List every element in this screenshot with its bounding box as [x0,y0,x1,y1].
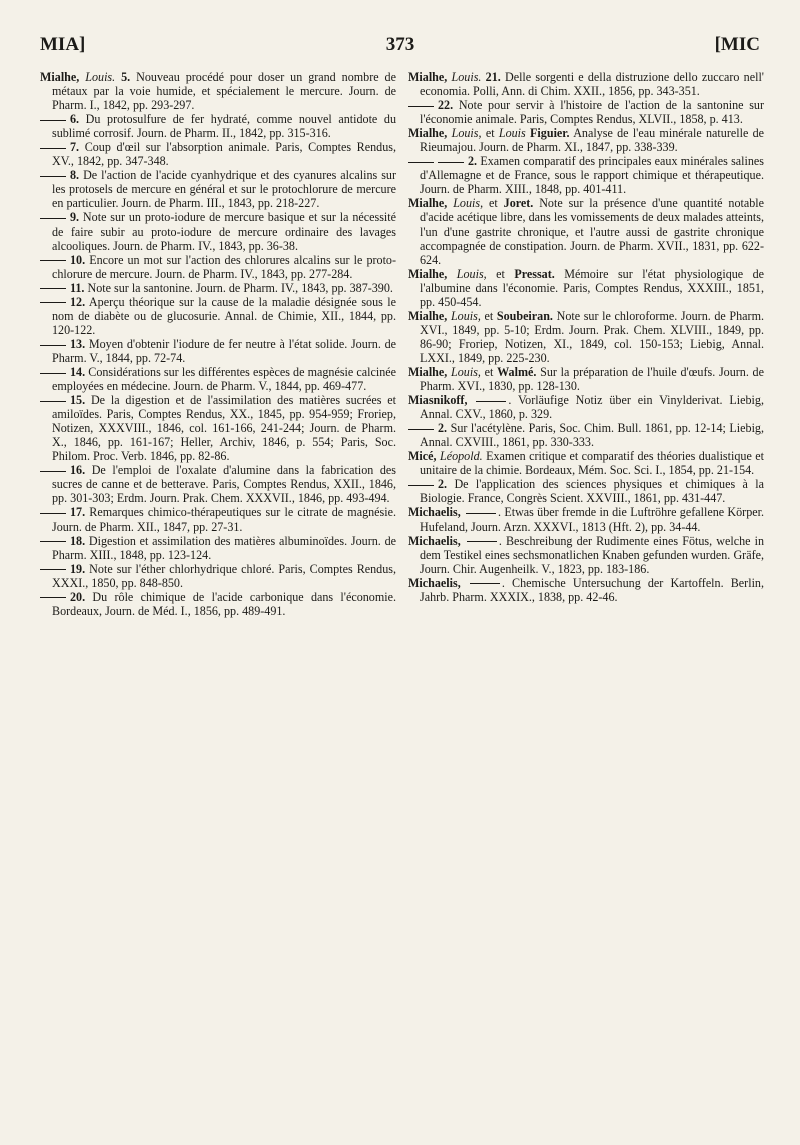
bibliography-entry: Michaelis, . Etwas über fremde in die Luftröhre gefallene Körper. Hufeland, Journ. Arzn. XXXVI., 1813 (Hft. 2), pp. 34-44. [408,505,765,534]
bibliography-entry [408,70,764,98]
header-left: MIA] [40,34,86,55]
entry-coauthor: Figuier. [530,126,570,141]
entry-text: Etwas über fremde in die Luftröhre gefallene Körper. Hufeland, Journ. Arzn. XXXVI., 1813 (Hft. 2), pp. 34-44. [420,505,765,534]
entry-author-first: Louis, [451,364,481,379]
entry-author: Michaelis, [408,505,461,520]
entry-author-first: Louis, [456,266,487,281]
entry-coauthor-conj: et [489,196,498,211]
entry-author-first: Louis. [85,70,116,84]
entry-text: De l'action de l'acide cyanhydrique et des cyanures alcalins sur les protosels de mercure en général et sur le protochlorure de mercure en particulier. Journ. de Pharm. III., 1843, pp. 218-227. [52,168,396,211]
entry-coauthor-conj: et [484,364,494,379]
bibliography-entry [40,365,396,393]
ditto-dash [40,471,66,472]
entry-author-first: Louis, [453,196,484,211]
entry-text: De la digestion et de l'assimilation des matières sucrées et amiloïdes. Paris, Comptes Rendus, XX., 1845, pp. 954-959; Froriep, Notizen, XXXVIII., 1846, col. 161-166, 241-244; Journ. de Pharm. X., 1846, pp. 161-167; Heller, Archiv, 1846, p. 554; Paris, Soc. Philom. Proc. Verb. 1846, pp. 82-86. [52,393,396,464]
ditto-dash [40,260,66,261]
entry-author: Mialhe, [408,70,448,84]
entry-coauthor: Joret. [503,196,534,211]
entry-number: 19. [70,561,86,576]
left-column [40,70,396,618]
entry-text: Du rôle chimique de l'acide carbonique dans l'économie. Bordeaux, Journ. de Méd. I., 1856, pp. 489-491. [52,589,396,618]
page-number: 373 [385,34,415,55]
ditto-dash [40,345,66,346]
bibliography-entry [408,421,764,449]
bibliography-entry [40,463,396,505]
bibliography-entry [40,281,396,295]
bibliography-entry [40,393,396,463]
bibliography-entry [40,337,396,365]
entry-author: Mialhe, [408,364,448,379]
entry-author: Michaelis, [408,575,461,590]
entry-number: 5. [121,70,131,84]
entry-coauthor-conj: et [496,266,505,281]
entry-text: Du protosulfure de fer hydraté, comme nouvel antidote du sublimé corrosif. Journ. de Pharm. II., 1842, pp. 315-316. [52,112,396,141]
bibliography-entry [408,449,764,477]
entry-number: 10. [70,252,86,267]
entry-text: Note sur un proto-iodure de mercure basique et sur la nécessité de faire subir au proto-iodure de mercure ordinaire des lavages alcooliques. Journ. de Pharm. IV., 1843, pp. 36-38. [52,210,396,253]
bibliography-entry [40,253,396,281]
entry-number: 8. [70,168,80,183]
bibliography-entry [408,267,764,309]
entry-author: Michaelis, [408,533,461,548]
entry-coauthor: Soubeiran. [496,308,553,323]
entry-text: Digestion et assimilation des matières albuminoïdes. Journ. de Pharm. XIII., 1848, pp. 123-124. [52,533,396,562]
entry-text: Moyen d'obtenir l'iodure de fer neutre à l'état solide. Journ. de Pharm. V., 1844, pp. 72-74. [52,336,396,365]
bibliography-entry [40,168,396,210]
entry-number: 20. [70,589,86,604]
entry-number: 7. [70,140,80,155]
entry-author: Mialhe, [408,308,448,323]
ditto-dash [40,373,66,374]
entry-number: 17. [70,505,86,520]
entry-author: Mialhe, [40,70,80,84]
entry-number: 2. [438,421,448,436]
bibliography-entry [40,210,396,252]
entry-coauthor: Pressat. [514,266,555,281]
ditto-dash [40,302,66,303]
entry-text: Encore un mot sur l'action des chlorures alcalins sur le proto-chlorure de mercure. Journ. de Pharm. IV., 1843, pp. 277-284. [52,252,397,281]
bibliography-entry [40,562,396,590]
entry-text: Note sur l'éther chlorhydrique chloré. Paris, Comptes Rendus, XXXI., 1850, pp. 848-850. [52,561,396,590]
entry-number: 9. [70,210,80,225]
bibliography-entry: Michaelis, . Chemische Untersuchung der Kartoffeln. Berlin, Jahrb. Pharm. XXXIX., 1838, pp. 42-46. [408,575,764,604]
entry-number: 13. [70,336,86,351]
entry-number: 15. [70,393,86,408]
ditto-dash [408,485,434,486]
bibliography-entry [408,309,764,365]
entry-text: Note sur la santonine. Journ. de Pharm. IV., 1843, pp. 387-390. [87,280,393,295]
ditto-dash [40,176,66,177]
entry-author: Mialhe, [408,126,448,141]
entry-author-first: Louis. [451,70,482,84]
entry-number: 2. [438,477,448,492]
entry-author: Miasnikoff, [408,393,468,408]
bibliography-entry [40,70,396,112]
entry-number: 12. [70,294,86,309]
page-header [40,34,760,62]
entry-coauthor: Walmé. [497,364,537,379]
entry-text: Note pour servir à l'histoire de l'action de la santonine sur l'économie animale. Paris, Comptes Rendus, XLVII., 1858, p. 413. [420,98,764,127]
entry-text: Examen critique et comparatif des théories dualistique et unitaire de la chimie. Bordeaux, Mém. Soc. Sci. I., 1854, pp. 21-154. [420,449,764,478]
entry-text: Chemische Untersuchung der Kartoffeln. Berlin, Jahrb. Pharm. XXXIX., 1838, pp. 42-46. [420,575,764,604]
bibliography-entry [408,365,764,393]
bibliography-entry [408,126,764,154]
entry-text: De l'emploi de l'oxalate d'alumine dans la fabrication des sucres de canne et de betterave. Paris, Comptes Rendus, XXII., 1846, pp. 301-303; Erdm. Journ. Prak. Chem. XXXVII., 1846, pp. 493-494. [52,463,396,506]
bibliography-entry: Miasnikoff, . Vorläufige Notiz über ein Vinylderivat. Liebig, Annal. CXV., 1860, p. 329. [408,393,764,422]
entry-text: Analyse de l'eau minérale naturelle de Rieumajou. Journ. de Pharm. XI., 1847, pp. 338-339. [420,126,765,155]
entry-text: Sur l'acétylène. Paris, Soc. Chim. Bull. 1861, pp. 12-14; Liebig, Annal. CXVIII., 1861, pp. 330-333. [420,421,764,450]
ditto-dash [40,513,66,514]
entry-text: Sur la préparation de l'huile d'œufs. Journ. de Pharm. XVI., 1830, pp. 128-130. [420,364,764,394]
bibliography-entry [408,477,764,505]
entry-coauthor-conj: et [484,308,494,323]
bibliography-entry [40,590,396,618]
ditto-dash [408,106,434,107]
entry-text: Aperçu théorique sur la cause de la maladie désignée sous le nom de diabète ou de glucosurie. Annal. de Chimie, XII., 1844, pp. 120-122. [52,294,397,337]
entry-text: Note sur le chloroforme. Journ. de Pharm. XVI., 1849, pp. 5-10; Erdm. Journ. Prak. Chem. XLVIII., 1849, pp. 86-90; Froriep, Notizen, XI., 1849, col. 150-153; Liebig, Annal. LXXI., 1849, pp. 225-230. [420,308,765,365]
ditto-dash [40,148,66,149]
entry-coauthor-conj: et [485,126,495,141]
bibliography-entry [40,505,396,533]
bibliography-entry [40,112,396,140]
entry-text: Considérations sur les différentes espèces de magnésie calcinée employées en médecine. Journ. de Pharm. V., 1844, pp. 469-477. [52,364,396,394]
entry-text: Remarques chimico-thérapeutiques sur le citrate de magnésie. Journ. de Pharm. XII., 1847, pp. 27-31. [52,505,396,534]
entry-text: Beschreibung der Rudimente eines Fötus, welche in dem Testikel eines sechsmonatlichen Knaben gefunden wurden. Gräfe, Journ. Chir. Augenheilk. V., 1823, pp. 183-186. [420,533,764,576]
ditto-dash [40,401,66,402]
entry-number: 21. [485,70,501,84]
entry-number: 16. [70,463,86,478]
entry-author-first: Louis, [450,308,481,323]
entry-author-first: Léopold. [439,449,483,464]
right-column [408,70,764,604]
entry-author: Micé, [408,449,437,464]
header-right: [MIC [714,34,760,55]
entry-author: Mialhe, [408,196,448,211]
ditto-dash [470,583,500,584]
bibliography-entry [40,140,396,168]
entry-number: 14. [70,364,86,379]
entry-coauthor-first: Louis [498,126,526,141]
ditto-dash [40,569,66,570]
entry-text: Examen comparatif des principales eaux minérales salines d'Allemagne et de France, sous le rapport chimique et thérapeutique. Journ. de Pharm. XIII., 1848, pp. 401-411. [420,154,765,197]
ditto-dash [40,120,66,121]
bibliography-entry: Michaelis, . Beschreibung der Rudimente eines Fötus, welche in dem Testikel eines sechsmonatlichen Knaben gefunden wurden. Gräfe, Journ. Chir. Augenheilk. V., 1823, pp. 183-186. [408,533,764,576]
ditto-dash [40,541,66,542]
entry-text: De l'application des sciences physiques et chimiques à la Biologie. France, Congrès Scient. XXVIII., 1861, pp. 431-447. [420,477,764,506]
bibliography-entry [40,534,396,562]
ditto-dash [466,513,496,514]
entry-text: Coup d'œil sur l'absorption animale. Paris, Comptes Rendus, XV., 1842, pp. 347-348. [52,140,396,169]
entry-text: Nouveau procédé pour doser un grand nombre de métaux par la voie humide, et spécialement le mercure. Journ. de Pharm. I., 1842, pp. 293-297. [52,70,396,113]
ditto-dash [40,288,66,289]
entry-text: Mémoire sur l'état physiologique de l'albumine dans l'économie. Paris, Comptes Rendus, XXXIII., 1851, pp. 450-454. [420,266,765,309]
ditto-dash [467,541,497,542]
entry-text: Vorläufige Notiz über ein Vinylderivat. Liebig, Annal. CXV., 1860, p. 329. [420,393,764,422]
entry-number: 6. [70,112,80,127]
entry-number: 2. [468,154,478,169]
bibliography-entry [408,154,764,196]
entry-number: 18. [70,533,86,548]
entry-text: Note sur la présence d'une quantité notable d'acide acétique libre, dans les vomissements de deux malades atteints, l'un d'une gastrite chronique, et l'autre aussi de gastrite chronique accompagnée de constipation. Journ. de Pharm. XVII., 1831, pp. 622-624. [420,196,765,267]
entry-author: Mialhe, [408,266,448,281]
ditto-dash [408,162,434,163]
bibliography-entry [408,98,764,126]
entry-author-first: Louis, [451,126,482,141]
bibliography-entry [408,196,764,266]
ditto-dash [408,429,434,430]
ditto-dash [476,401,506,402]
entry-text: Delle sorgenti e della distruzione dello zuccaro nell' economia. Polli, Ann. di Chim. XXII., 1856, pp. 343-351. [420,70,764,99]
bibliography-entry [40,295,396,337]
entry-number: 22. [438,98,454,113]
entry-number: 11. [70,280,85,295]
ditto-dash [40,218,66,219]
ditto-dash [438,162,464,163]
ditto-dash [40,597,66,598]
